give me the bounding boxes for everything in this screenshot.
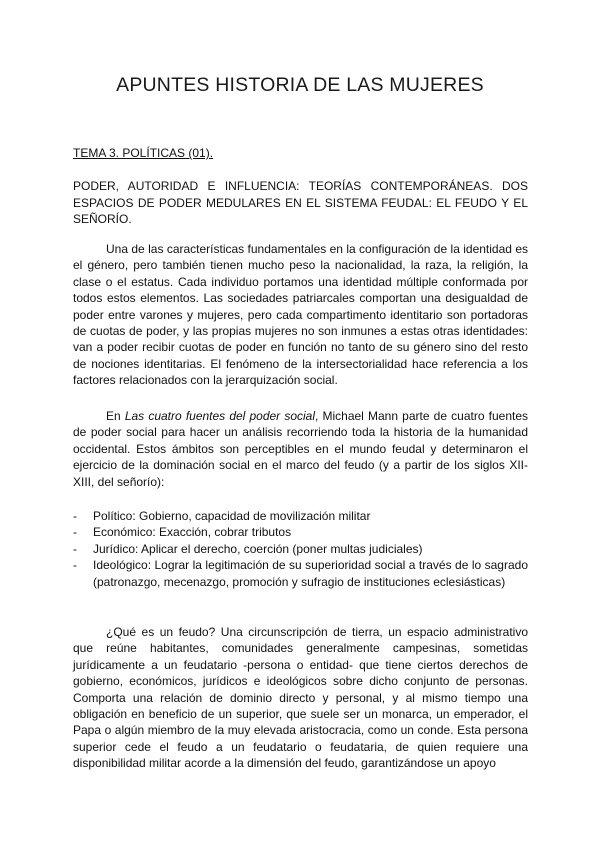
paragraph-mann-rest: , Michael Mann parte de cuatro fuentes de poder social para hacer un análisis recorriendo toda la historia de la humanidad occidental. Estos ámbitos son perceptibles en el mundo feudal y determinaron el ejercicio de la dominación social en el marco del feudo (y a partir de los siglos XII-XIII, del señorío): bbox=[73, 409, 529, 489]
paragraph-mann bbox=[73, 408, 528, 490]
list-dash: - bbox=[73, 558, 77, 573]
list-item bbox=[73, 508, 528, 524]
list-dash: - bbox=[73, 509, 77, 523]
list-item bbox=[73, 541, 528, 557]
list-item-text: Jurídico: Aplicar el derecho, coerción (poner multas judiciales) bbox=[93, 541, 423, 556]
list-item bbox=[73, 524, 528, 540]
section-heading: TEMA 3. POLÍTICAS (01). bbox=[73, 146, 214, 160]
list-item-text: Ideológico: Lograr la legitimación de su superioridad social a través de lo sagrado (patronazgo, mecenazgo, promoción y sufragio de instituciones eclesiásticas) bbox=[93, 558, 528, 589]
paragraph-identity: Una de las características fundamentales en la configuración de la identidad es el género, pero también tienen mucho peso la nacionalidad, la raza, la religión, la clase o el estatus. Cada individuo portamos una identidad múltiple conformada por todos estos elementos. Las sociedades patriarcales comportan una desigualdad de poder entre varones y mujeres, pero cada compartimento identitario son portadoras de cuotas de poder, y las propias mujeres no son inmunes a estas otras identidades: van a poder recibir cuotas de poder en función no tanto de su género sino del resto de nociones identitarias. El fenómeno de la intersectorialidad hace referencia a los factores relacionados con la jerarquización social. bbox=[73, 242, 528, 388]
paragraph-mann-prefix: En bbox=[106, 409, 125, 423]
book-title: Las cuatro fuentes del poder social bbox=[124, 409, 316, 423]
document-title: APUNTES HISTORIA DE LAS MUJERES bbox=[116, 74, 484, 96]
section-subtitle: PODER, AUTORIDAD E INFLUENCIA: TEORÍAS CONTEMPORÁNEAS. DOS ESPACIOS DE PODER MEDULARES EN EL SISTEMA FEUDAL: EL FEUDO Y EL SEÑORÍO. bbox=[73, 179, 528, 226]
power-sources-list bbox=[73, 508, 528, 590]
list-item-text: Político: Gobierno, capacidad de movilización militar bbox=[93, 509, 371, 523]
list-item bbox=[73, 557, 528, 590]
paragraph-feudo: ¿Qué es un feudo? Una circunscripción de tierra, un espacio administrativo que reúne habitantes, comunidades generalmente campesinas, sometidas jurídicamente a un feudatario -persona o entidad- que tiene ciertos derechos de gobierno, económicos, jurídicos e ideológicos sobre dicho conjunto de personas. Comporta una relación de dominio directo y personal, y al mismo tiempo una obligación en beneficio de un superior, que suele ser un monarca, un emperador, el Papa o algún miembro de la muy elevada aristocracia, como un conde. Esta persona superior cede el feudo a un feudatario o feudataria, de quien requiere una disponibilidad militar acorde a la dimensión del feudo, garantizándose un apoyo bbox=[73, 625, 528, 771]
list-dash: - bbox=[73, 541, 77, 556]
list-dash: - bbox=[73, 525, 77, 540]
list-item-text: Económico: Exacción, cobrar tributos bbox=[93, 525, 292, 540]
